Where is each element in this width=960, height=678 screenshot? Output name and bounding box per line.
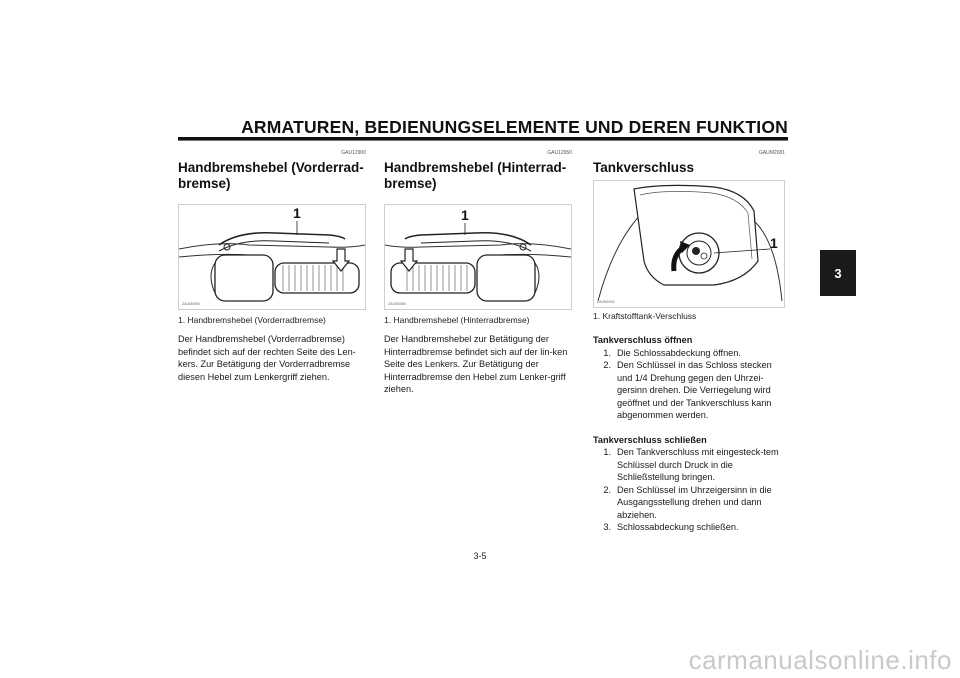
step-text: Schlossabdeckung schließen. (617, 522, 739, 532)
right-handlebar-drawing (179, 205, 365, 309)
section-title: Handbremshebel (Hinterrad-bremse) (384, 160, 567, 191)
rear-brake-lever-illustration (384, 204, 572, 310)
step-text: Die Schlossabdeckung öffnen. (617, 347, 741, 358)
close-steps-list (593, 446, 785, 534)
section-front-brake (178, 150, 366, 383)
step-text: Den Schlüssel in das Schloss stecken und 1/4 Drehung gegen den Uhrzei-gersinn drehen. Die Verriegelung wird geöffnet und der Tankverschluss kann abgenommen werden. (617, 360, 772, 420)
section-code: GAU12950 (547, 150, 572, 156)
figure-code: ZAUM0085 (388, 302, 406, 306)
step-number: 3. (603, 522, 611, 532)
section-code: GAUM2081 (758, 150, 785, 156)
section-fuel-tank-cap (593, 150, 785, 534)
callout-number: 1 (293, 205, 301, 221)
figure-caption: 1. Handbremshebel (Vorderradbremse) (178, 315, 326, 325)
step-number: 1. (603, 447, 611, 457)
watermark[interactable]: carmanualsonline.info (688, 645, 952, 675)
list-item (593, 359, 785, 422)
section-code: GAU12900 (341, 150, 366, 156)
section-rear-brake (384, 150, 572, 396)
body-text: Der Handbremshebel (Vorderradbremse) befindet sich auf der rechten Seite des Len-kers. Zur Betätigung der Vorderradbremse diesen Hebel zum Lenkergriff ziehen. (178, 334, 356, 382)
figure-code: ZAUM0092 (597, 300, 615, 304)
figure-code: ZAUM0084 (182, 302, 200, 306)
fuel-tank-cap-illustration (593, 180, 785, 308)
step-text: Den Tankverschluss mit eingesteck-tem Schlüssel durch Druck in die Schließstellung bringen. (617, 447, 779, 482)
callout-number: 1 (461, 207, 469, 223)
step-number: 2. (603, 360, 611, 370)
list-item (593, 484, 785, 522)
close-heading: Tankverschluss schließen (593, 434, 707, 445)
figure-caption: 1. Handbremshebel (Hinterradbremse) (384, 315, 530, 325)
body-text: Der Handbremshebel zur Betätigung der Hinterradbremse befindet sich auf der lin-ken Seite des Lenkers. Zur Betätigung der Hinterradbremse den Hebel zum Lenker-griff ziehen. (384, 334, 568, 394)
list-item (593, 521, 785, 534)
list-item (593, 446, 785, 484)
section-title: Handbremshebel (Vorderrad-bremse) (178, 160, 364, 191)
callout-number: 1 (770, 235, 778, 251)
fuel-tank-drawing (594, 181, 784, 307)
figure-caption: 1. Kraftstofftank-Verschluss (593, 311, 697, 321)
page-number: 3-5 (473, 551, 487, 561)
section-title: Tankverschluss (593, 160, 695, 175)
left-handlebar-drawing (385, 205, 571, 309)
page-title: ARMATUREN, BEDIENUNGSELEMENTE UND DEREN FUNKTION (241, 117, 788, 137)
open-steps-list (593, 347, 785, 422)
front-brake-lever-illustration (178, 204, 366, 310)
chapter-tab[interactable]: 3 (820, 250, 856, 296)
step-number: 2. (603, 484, 611, 495)
title-rule (178, 137, 788, 141)
step-number: 1. (603, 347, 611, 358)
step-text: Den Schlüssel im Uhrzeigersinn in die Ausgangsstellung drehen und dann abziehen. (617, 484, 772, 520)
list-item (593, 347, 785, 360)
open-heading: Tankverschluss öffnen (593, 335, 693, 345)
